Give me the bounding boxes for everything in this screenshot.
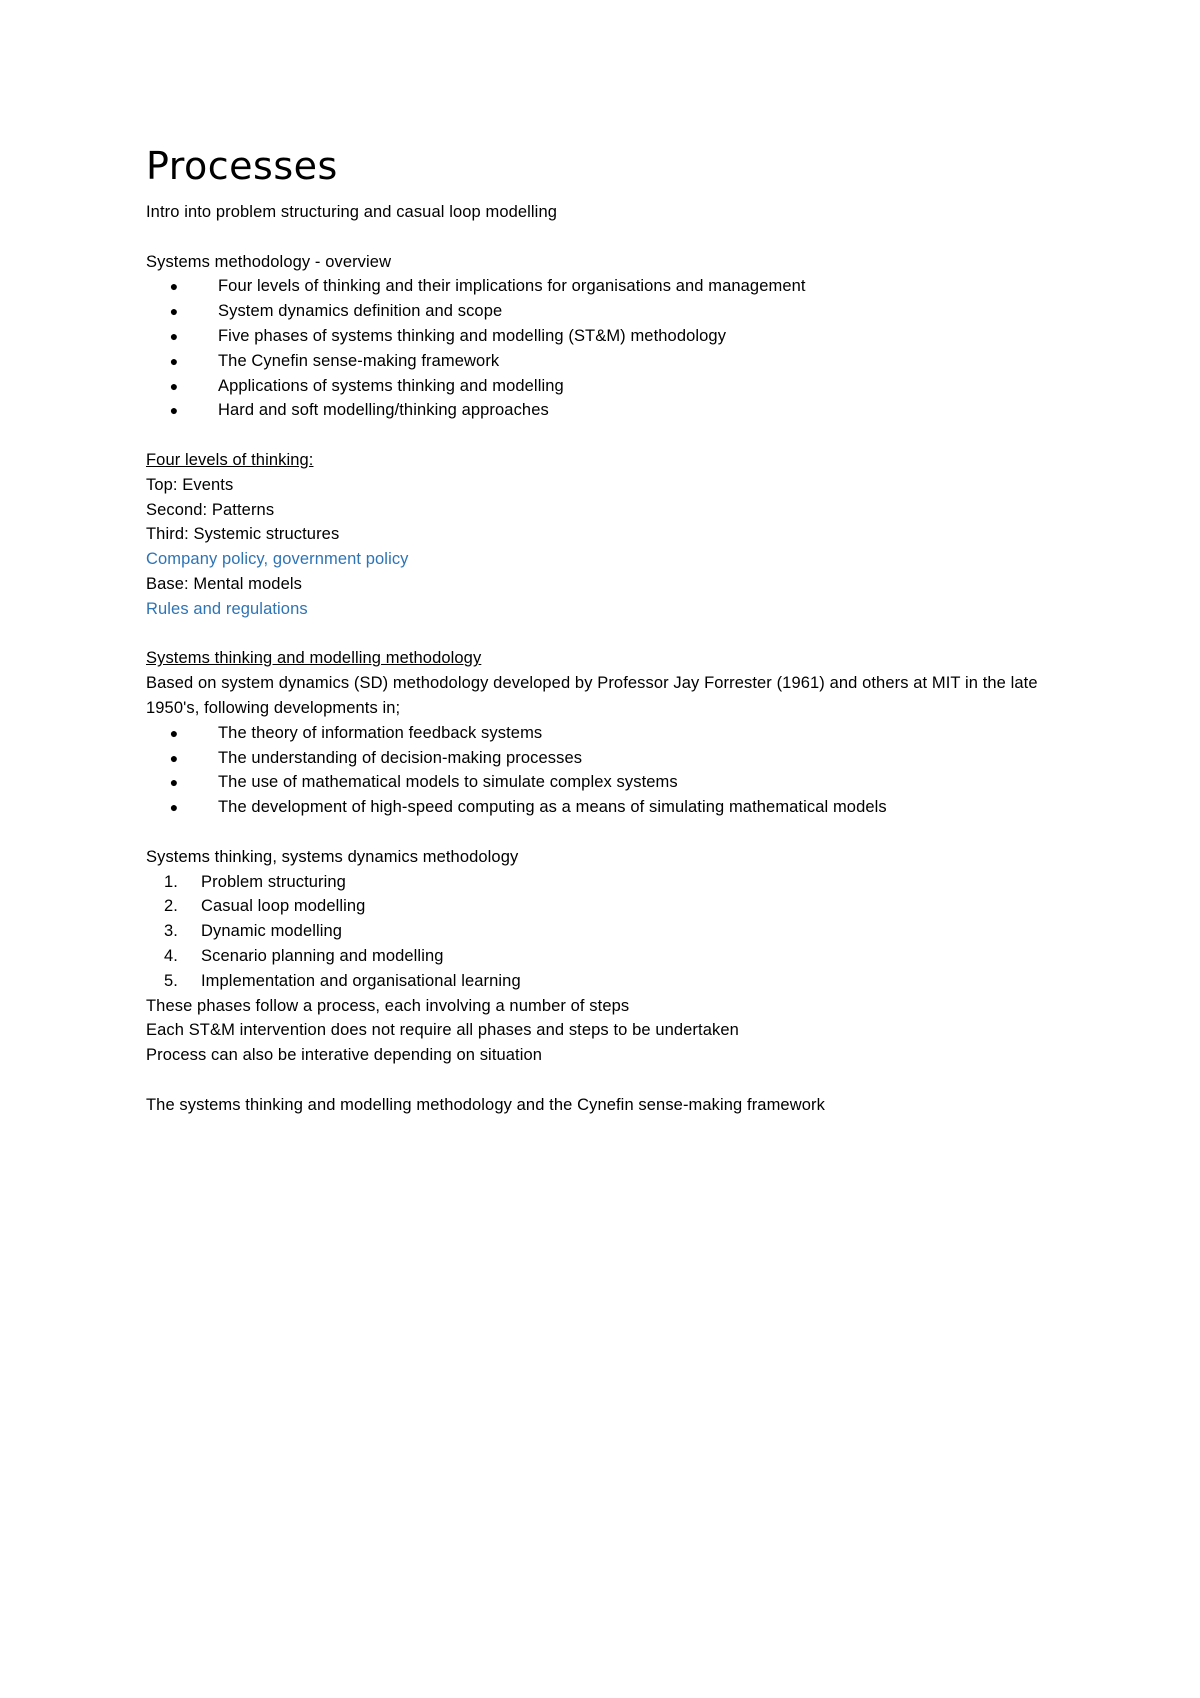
stm-list (146, 721, 1066, 820)
bullet-icon: ● (169, 278, 179, 295)
level-third: Third: Systemic structures (146, 525, 340, 544)
bullet-icon: ● (169, 724, 179, 741)
level-top: Top: Events (146, 475, 234, 494)
level-base-note: Rules and regulations (146, 599, 308, 618)
intro-line: Intro into problem structuring and casual loop modelling (146, 203, 557, 221)
list-item: 2. Casual loop modelling (164, 897, 366, 916)
phases-note: Each ST&M intervention does not require all phases and steps to be undertaken (146, 1021, 739, 1040)
level-second: Second: Patterns (146, 500, 275, 519)
phases-list (146, 870, 1066, 994)
overview-list (146, 274, 1066, 423)
list-item: ● The theory of information feedback systems (146, 721, 1066, 746)
page-title: Processes (146, 144, 338, 188)
closing-line: The systems thinking and modelling methodology and the Cynefin sense-making framework (146, 1095, 825, 1114)
spacer (146, 423, 1066, 448)
bullet-icon: ● (169, 377, 179, 394)
list-item: ● Four levels of thinking and their implications for organisations and management (146, 274, 1066, 299)
level-base: Base: Mental models (146, 574, 302, 593)
stm-heading: Systems thinking and modelling methodology (146, 649, 482, 668)
spacer (146, 820, 1066, 845)
overview-heading: Systems methodology - overview (146, 252, 392, 271)
list-item: 4. Scenario planning and modelling (164, 946, 444, 965)
list-item: 1. Problem structuring (164, 872, 346, 891)
levels-heading: Four levels of thinking: (146, 450, 314, 469)
list-item: ● The understanding of decision-making processes (146, 746, 1066, 771)
list-item: ● The development of high-speed computing as a means of simulating mathematical models (146, 795, 1066, 820)
list-item: ● The use of mathematical models to simulate complex systems (146, 770, 1066, 795)
bullet-icon: ● (169, 402, 179, 419)
list-item: ● Applications of systems thinking and modelling (146, 374, 1066, 399)
list-item: ● Hard and soft modelling/thinking approaches (146, 398, 1066, 423)
stm-description: Based on system dynamics (SD) methodology developed by Professor Jay Forrester (1961) and others at MIT in the late 1950's, following developments in; (146, 674, 1038, 717)
list-item: ● System dynamics definition and scope (146, 299, 1066, 324)
list-item: ● The Cynefin sense-making framework (146, 349, 1066, 374)
bullet-icon: ● (169, 749, 179, 766)
list-item: 3. Dynamic modelling (164, 922, 343, 941)
level-third-note: Company policy, government policy (146, 550, 409, 569)
phases-heading: Systems thinking, systems dynamics methodology (146, 847, 519, 866)
bullet-icon: ● (169, 303, 179, 320)
bullet-icon: ● (169, 327, 179, 344)
bullet-icon: ● (169, 774, 179, 791)
spacer (146, 1068, 1066, 1093)
phases-note: Process can also be interative depending on situation (146, 1046, 543, 1065)
bullet-icon: ● (169, 352, 179, 369)
list-item: ● Five phases of systems thinking and modelling (ST&M) methodology (146, 324, 1066, 349)
phases-note: These phases follow a process, each involving a number of steps (146, 996, 630, 1015)
list-item: 5. Implementation and organisational learning (164, 971, 521, 990)
spacer (146, 622, 1066, 647)
document-body (146, 200, 1066, 1117)
bullet-icon: ● (169, 799, 179, 816)
spacer (146, 225, 1066, 250)
document-page (146, 140, 1066, 1117)
